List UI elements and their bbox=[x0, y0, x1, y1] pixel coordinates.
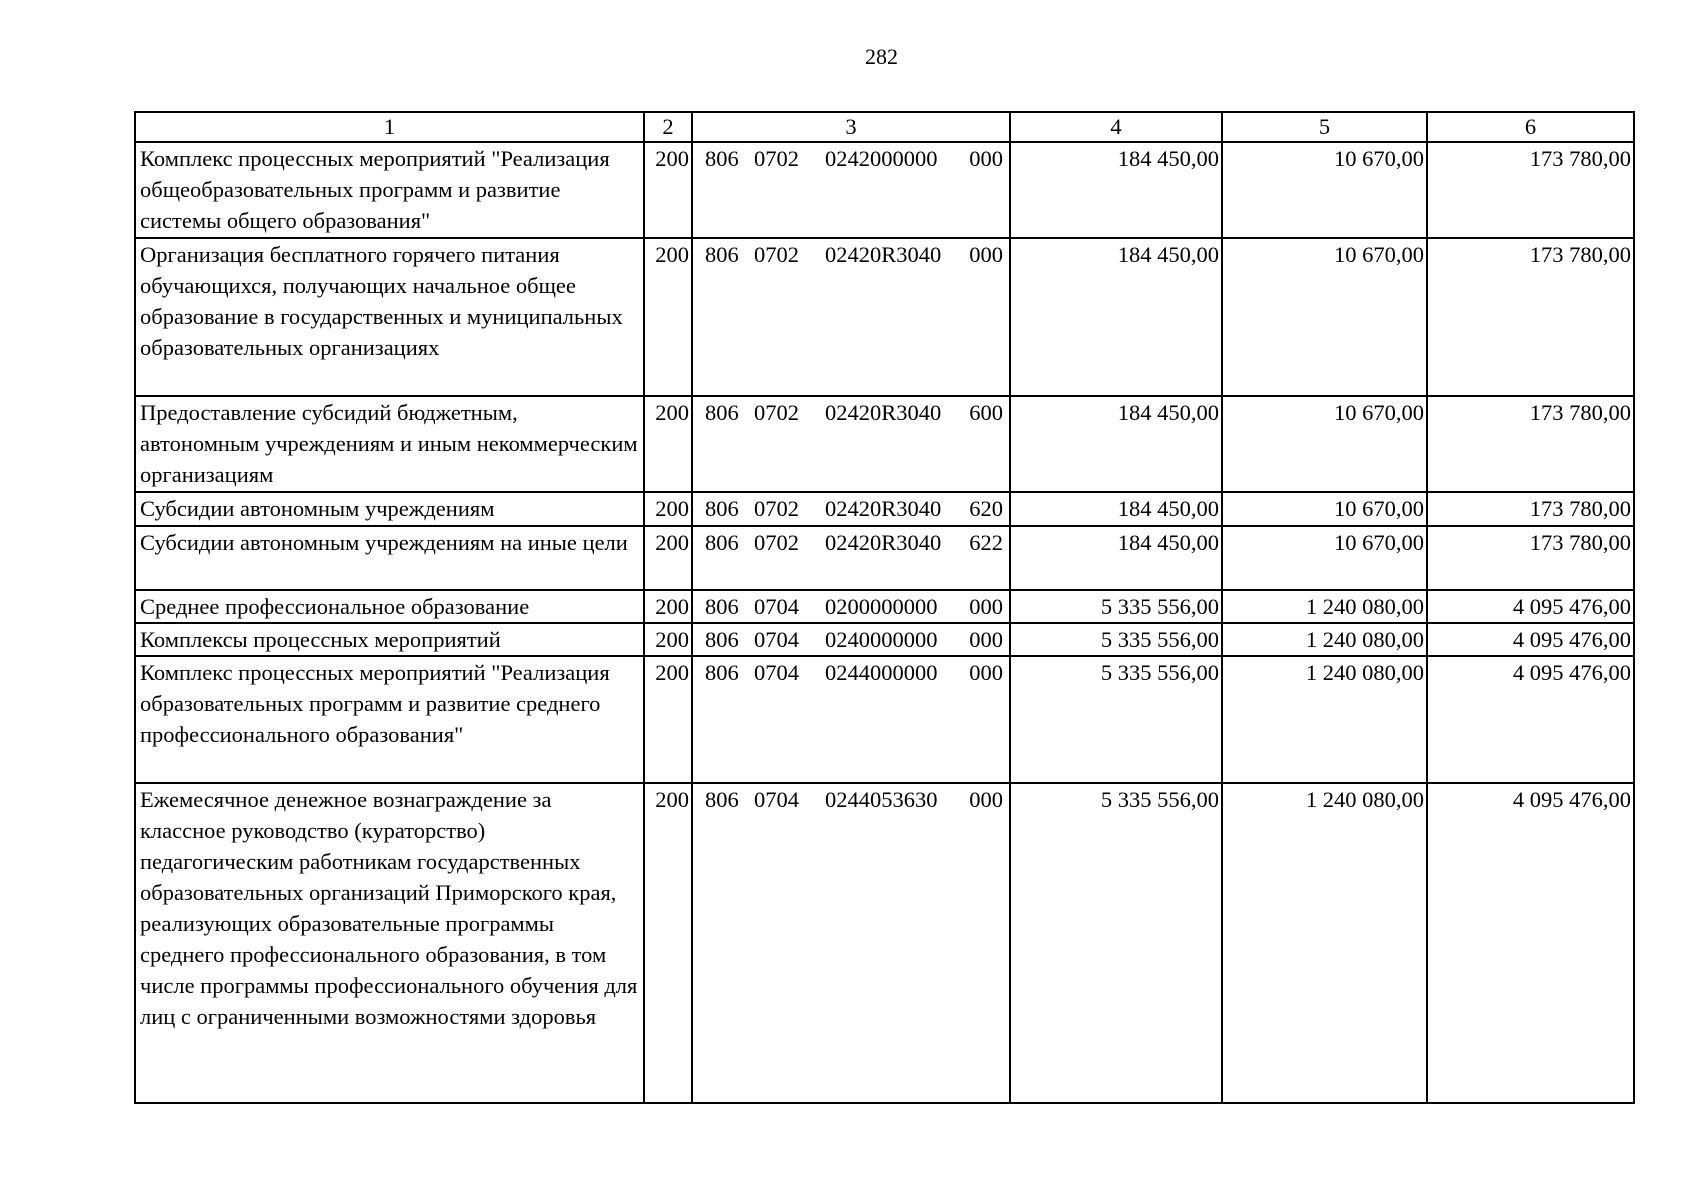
row-description: Комплексы процессных мероприятий bbox=[135, 623, 644, 656]
row-grbs: 806 bbox=[705, 787, 739, 812]
header-col-4: 4 bbox=[1010, 112, 1222, 142]
table-row bbox=[135, 526, 1634, 590]
header-col-6: 6 bbox=[1427, 112, 1634, 142]
row-grbs: 806 bbox=[705, 496, 739, 521]
row-section: 0702 bbox=[754, 496, 799, 521]
row-code: 200 bbox=[644, 623, 692, 656]
row-section: 0704 bbox=[754, 594, 799, 619]
row-grbs: 806 bbox=[705, 627, 739, 652]
row-description: Среднее профессиональное образование bbox=[135, 590, 644, 623]
row-value-4: 184 450,00 bbox=[1010, 142, 1222, 238]
row-value-5: 1 240 080,00 bbox=[1222, 623, 1427, 656]
row-expense-type: 000 bbox=[969, 627, 1003, 652]
row-value-5: 1 240 080,00 bbox=[1222, 783, 1427, 1103]
header-col-3: 3 bbox=[692, 112, 1010, 142]
table-row bbox=[135, 238, 1634, 396]
row-value-5: 10 670,00 bbox=[1222, 238, 1427, 396]
row-code: 200 bbox=[644, 526, 692, 590]
budget-table bbox=[134, 111, 1635, 1104]
row-code: 200 bbox=[644, 783, 692, 1103]
row-expense-type: 622 bbox=[969, 530, 1003, 555]
row-target-article: 02420R3040 bbox=[825, 496, 942, 521]
row-classification bbox=[692, 238, 1010, 396]
row-classification bbox=[692, 783, 1010, 1103]
row-value-6: 173 780,00 bbox=[1427, 526, 1634, 590]
row-value-5: 1 240 080,00 bbox=[1222, 656, 1427, 783]
row-code: 200 bbox=[644, 238, 692, 396]
row-value-5: 10 670,00 bbox=[1222, 492, 1427, 526]
table-row bbox=[135, 492, 1634, 526]
row-code: 200 bbox=[644, 396, 692, 492]
row-value-4: 184 450,00 bbox=[1010, 396, 1222, 492]
row-grbs: 806 bbox=[705, 146, 739, 171]
row-target-article: 0200000000 bbox=[825, 594, 938, 619]
row-description: Ежемесячное денежное вознаграждение за классное руководство (кураторство) педагогическим работникам государственных образовательных организаций Приморского края, реализующих образовательные программы среднего профессионального образования, в том числе программы профессионального обучения для лиц с ограниченными возможностями здоровья bbox=[135, 783, 644, 1103]
row-value-6: 4 095 476,00 bbox=[1427, 623, 1634, 656]
row-expense-type: 000 bbox=[969, 146, 1003, 171]
row-code: 200 bbox=[644, 590, 692, 623]
row-expense-type: 000 bbox=[969, 660, 1003, 685]
table-row bbox=[135, 623, 1634, 656]
row-value-6: 173 780,00 bbox=[1427, 142, 1634, 238]
table-row bbox=[135, 590, 1634, 623]
row-value-4: 184 450,00 bbox=[1010, 238, 1222, 396]
row-classification bbox=[692, 590, 1010, 623]
row-description: Субсидии автономным учреждениям на иные цели bbox=[135, 526, 644, 590]
row-classification bbox=[692, 526, 1010, 590]
row-section: 0704 bbox=[754, 787, 799, 812]
row-value-5: 10 670,00 bbox=[1222, 142, 1427, 238]
row-description: Комплекс процессных мероприятий "Реализация общеобразовательных программ и развитие системы общего образования" bbox=[135, 142, 644, 238]
row-expense-type: 620 bbox=[969, 496, 1003, 521]
row-section: 0704 bbox=[754, 660, 799, 685]
row-section: 0702 bbox=[754, 530, 799, 555]
header-col-2: 2 bbox=[644, 112, 692, 142]
row-description: Комплекс процессных мероприятий "Реализация образовательных программ и развитие среднего профессионального образования" bbox=[135, 656, 644, 783]
row-value-5: 10 670,00 bbox=[1222, 396, 1427, 492]
row-target-article: 02420R3040 bbox=[825, 400, 942, 425]
row-code: 200 bbox=[644, 492, 692, 526]
row-expense-type: 600 bbox=[969, 400, 1003, 425]
row-target-article: 0244053630 bbox=[825, 787, 938, 812]
row-target-article: 02420R3040 bbox=[825, 242, 942, 267]
page-number: 282 bbox=[865, 44, 898, 69]
row-section: 0704 bbox=[754, 627, 799, 652]
header-col-5: 5 bbox=[1222, 112, 1427, 142]
row-classification bbox=[692, 656, 1010, 783]
row-expense-type: 000 bbox=[969, 787, 1003, 812]
row-classification bbox=[692, 142, 1010, 238]
row-target-article: 0240000000 bbox=[825, 627, 938, 652]
row-code: 200 bbox=[644, 142, 692, 238]
table-row bbox=[135, 783, 1634, 1103]
row-target-article: 0244000000 bbox=[825, 660, 938, 685]
row-value-4: 5 335 556,00 bbox=[1010, 623, 1222, 656]
row-value-5: 1 240 080,00 bbox=[1222, 590, 1427, 623]
row-value-4: 184 450,00 bbox=[1010, 492, 1222, 526]
row-value-6: 4 095 476,00 bbox=[1427, 590, 1634, 623]
row-classification bbox=[692, 492, 1010, 526]
row-section: 0702 bbox=[754, 400, 799, 425]
row-grbs: 806 bbox=[705, 660, 739, 685]
row-value-4: 5 335 556,00 bbox=[1010, 590, 1222, 623]
row-value-6: 173 780,00 bbox=[1427, 238, 1634, 396]
row-grbs: 806 bbox=[705, 242, 739, 267]
row-code: 200 bbox=[644, 656, 692, 783]
row-expense-type: 000 bbox=[969, 594, 1003, 619]
table-row bbox=[135, 656, 1634, 783]
row-classification bbox=[692, 623, 1010, 656]
table-row bbox=[135, 396, 1634, 492]
row-value-4: 184 450,00 bbox=[1010, 526, 1222, 590]
row-grbs: 806 bbox=[705, 530, 739, 555]
row-value-6: 4 095 476,00 bbox=[1427, 656, 1634, 783]
row-grbs: 806 bbox=[705, 400, 739, 425]
row-grbs: 806 bbox=[705, 594, 739, 619]
row-target-article: 0242000000 bbox=[825, 146, 938, 171]
row-value-4: 5 335 556,00 bbox=[1010, 783, 1222, 1103]
row-value-6: 4 095 476,00 bbox=[1427, 783, 1634, 1103]
row-description: Организация бесплатного горячего питания обучающихся, получающих начальное общее образование в государственных и муниципальных образовательных организациях bbox=[135, 238, 644, 396]
row-description: Субсидии автономным учреждениям bbox=[135, 492, 644, 526]
row-value-5: 10 670,00 bbox=[1222, 526, 1427, 590]
table-row bbox=[135, 142, 1634, 238]
row-value-6: 173 780,00 bbox=[1427, 396, 1634, 492]
table-header-row bbox=[135, 112, 1634, 142]
row-section: 0702 bbox=[754, 242, 799, 267]
row-value-6: 173 780,00 bbox=[1427, 492, 1634, 526]
row-classification bbox=[692, 396, 1010, 492]
row-section: 0702 bbox=[754, 146, 799, 171]
row-target-article: 02420R3040 bbox=[825, 530, 942, 555]
row-description: Предоставление субсидий бюджетным, автономным учреждениям и иным некоммерческим организациям bbox=[135, 396, 644, 492]
header-col-1: 1 bbox=[135, 112, 644, 142]
row-value-4: 5 335 556,00 bbox=[1010, 656, 1222, 783]
row-expense-type: 000 bbox=[969, 242, 1003, 267]
